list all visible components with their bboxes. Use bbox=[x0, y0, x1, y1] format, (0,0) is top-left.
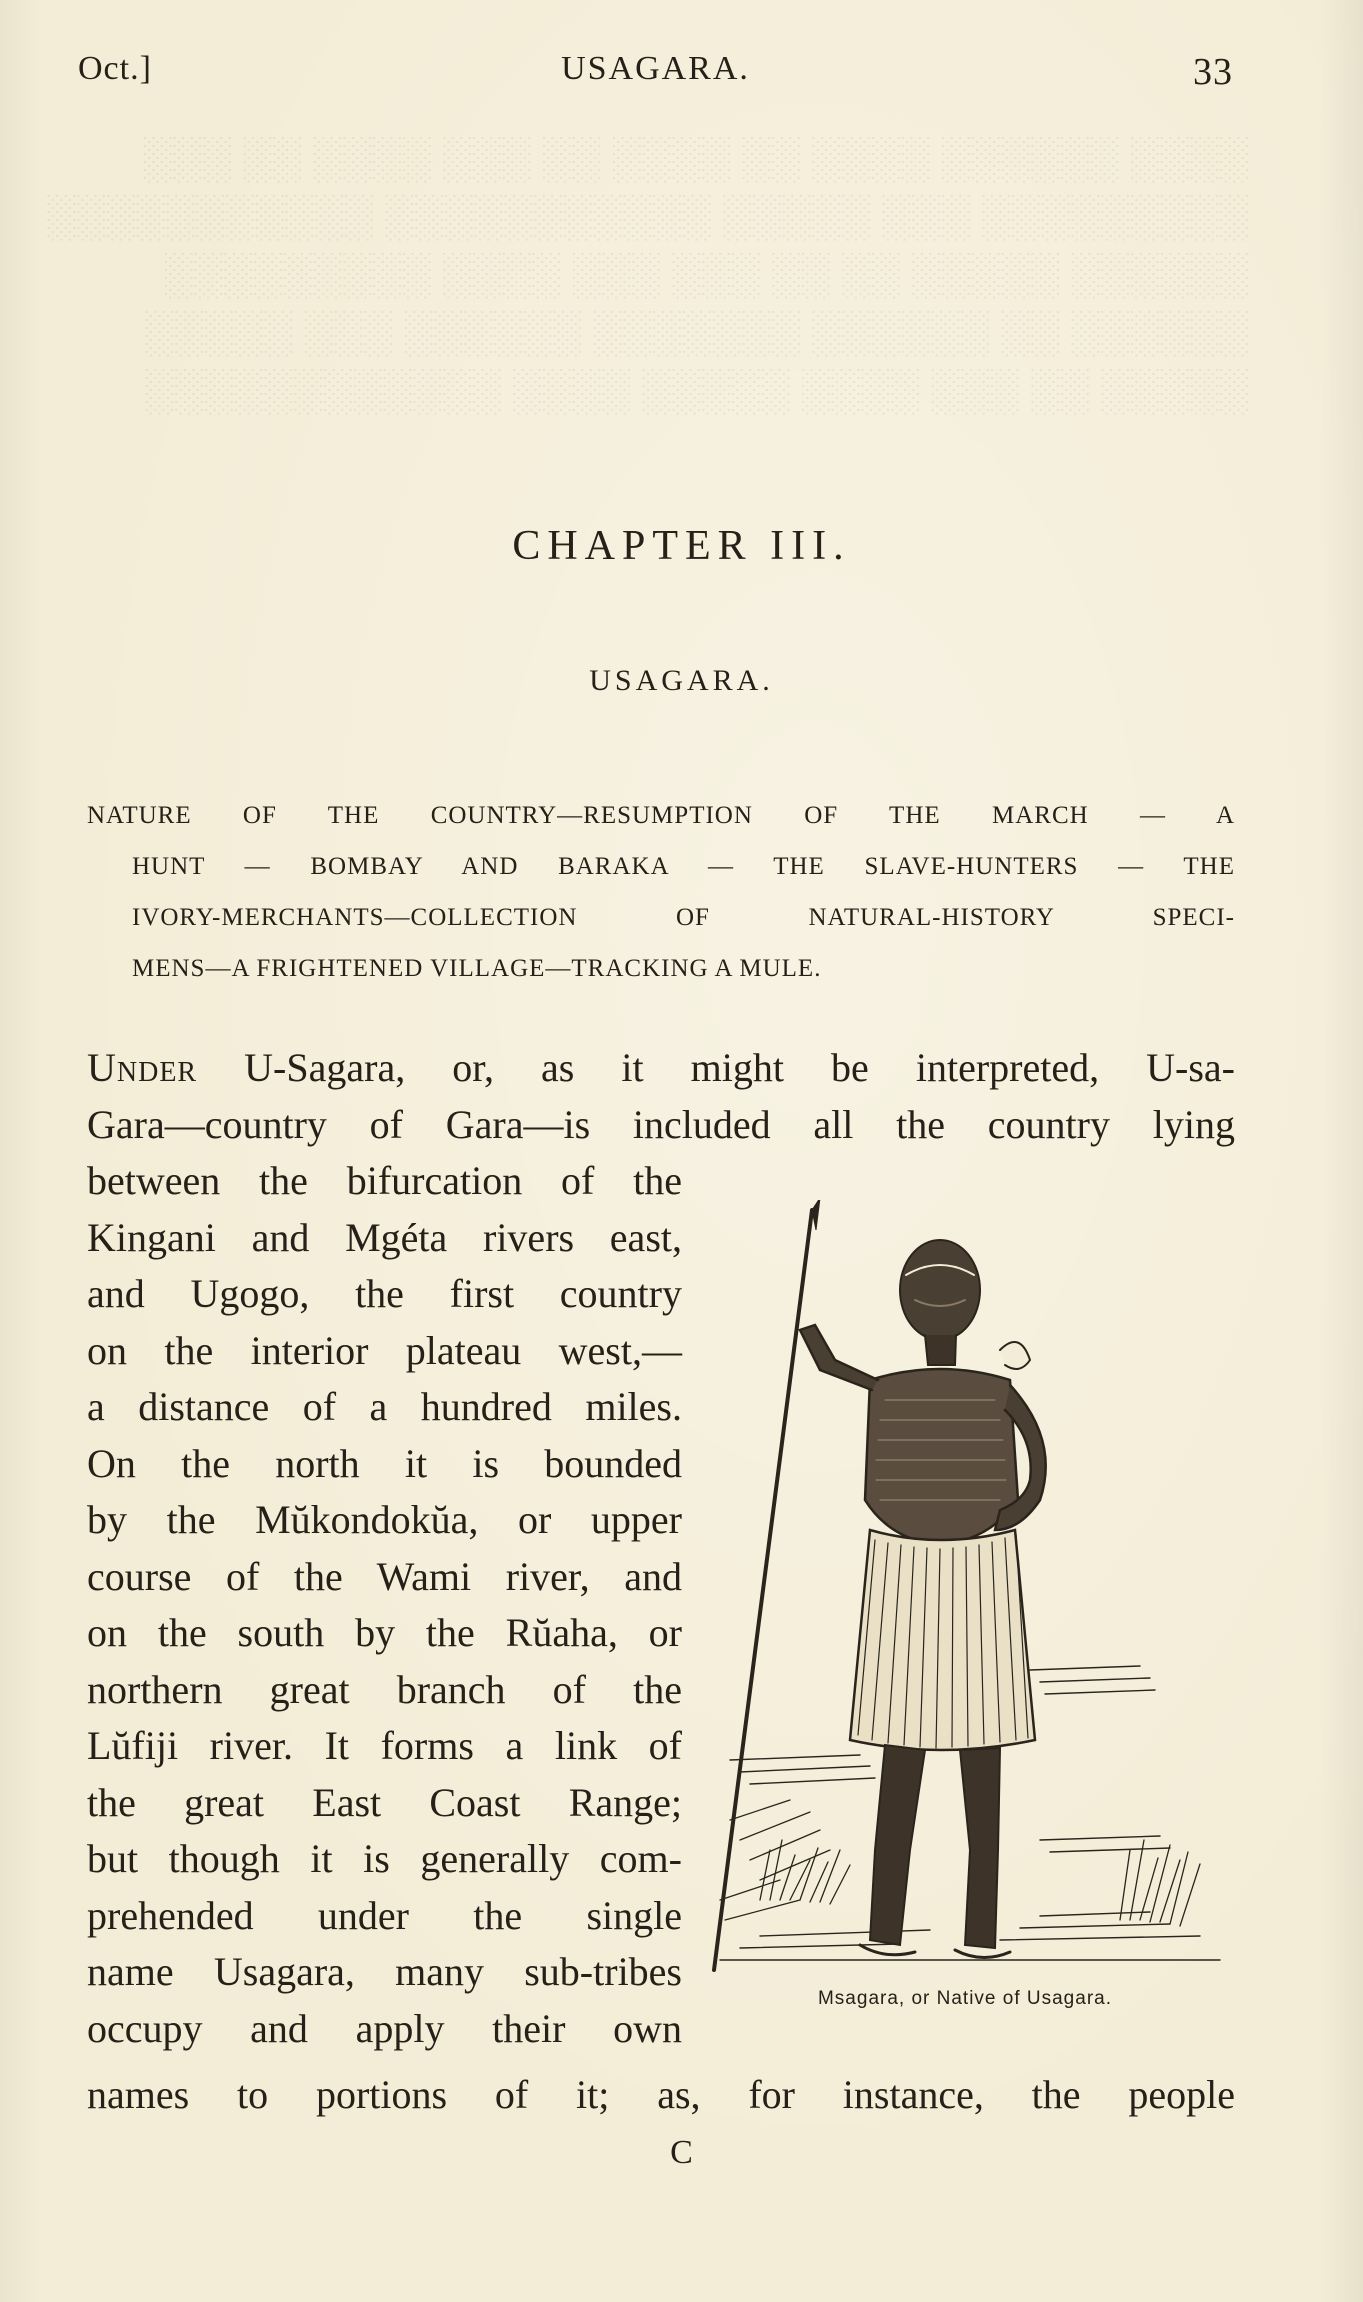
body-line: but though it is generally com- bbox=[87, 1836, 682, 1881]
show-through-texture: ░░░░ ░░░░░░ ░░░░ ░░ ░░░░ ░░ ░░░ ░░░░ ░░ ░░░ ░░░░░░░░░ ░░░ ░░░░░ ░░░░░░░░░░░ ░░░░░░░░░░░ ░░░░░░ ░░░░░ ░░ ░░ ░░░ ░░░ ░░░░ ░░░░░░░░░ ░░░░░░ ░░ ░░░░░░ ░░░░░░░ ░░░░░░ ░░░ ░░░░░ ░░░░░ ░░ ░░░ ░░░░ ░░░░░ ░░░░ ░░░░░░░░░░░░ bbox=[47, 136, 1250, 414]
body-line: name Usagara, many sub-tribes bbox=[87, 1949, 682, 1994]
figure-torso bbox=[865, 1369, 1018, 1545]
body-paragraph-top bbox=[87, 1040, 1235, 1153]
figure-skirt bbox=[850, 1530, 1035, 1750]
signature-mark: C bbox=[670, 2134, 693, 2171]
body-line: names to portions of it; as, for instance, the people bbox=[87, 2072, 1235, 2117]
body-line: northern great branch of the bbox=[87, 1666, 682, 1712]
grass-tufts bbox=[720, 1800, 1200, 1926]
running-head-title: USAGARA. bbox=[561, 50, 750, 87]
lead-word: Under bbox=[87, 1045, 198, 1090]
body-line: and Ugogo, the first country bbox=[87, 1271, 682, 1316]
running-head-month: Oct.] bbox=[78, 50, 152, 87]
page-number: 33 bbox=[1193, 51, 1233, 93]
summary-line: MENS—A FRIGHTENED VILLAGE—TRACKING A MULE. bbox=[132, 955, 822, 982]
body-line: a distance of a hundred miles. bbox=[87, 1384, 682, 1429]
body-line: Kingani and Mgéta rivers east, bbox=[87, 1214, 682, 1260]
chapter-title: CHAPTER III. bbox=[512, 523, 851, 569]
figure-caption: Msagara, or Native of Usagara. bbox=[817, 1988, 1112, 2009]
spear-head bbox=[812, 1200, 820, 1230]
body-line: by the Mŭkondokŭa, or upper bbox=[87, 1497, 682, 1542]
body-line bbox=[87, 1040, 1235, 1097]
body-paragraph-wrapped bbox=[87, 1153, 682, 2057]
chapter-subtitle: USAGARA. bbox=[589, 664, 774, 697]
native-engraving-illustration bbox=[700, 1200, 1240, 1980]
body-line: Lŭfiji river. It forms a link of bbox=[87, 1723, 682, 1768]
body-line: on the south by the Rŭaha, or bbox=[87, 1610, 682, 1655]
body-line-text: U-Sagara, or, as it might be interpreted, U-sa- bbox=[197, 1045, 1235, 1090]
body-line: on the interior plateau west,— bbox=[87, 1327, 682, 1373]
figure-legs bbox=[870, 1745, 925, 1945]
body-line: course of the Wami river, and bbox=[87, 1553, 682, 1599]
chapter-summary bbox=[87, 790, 1235, 994]
body-line: the great East Coast Range; bbox=[87, 1779, 682, 1825]
summary-line: HUNT — BOMBAY AND BARAKA — THE SLAVE-HUNTERS — THE bbox=[132, 853, 1235, 880]
figure-arm-raised bbox=[800, 1325, 878, 1390]
figure-head bbox=[900, 1240, 980, 1340]
spear-shaft bbox=[714, 1210, 812, 1970]
body-line: between the bifurcation of the bbox=[87, 1158, 682, 1203]
summary-line: NATURE OF THE COUNTRY—RESUMPTION OF THE MARCH — A bbox=[87, 802, 1235, 829]
body-line: prehended under the single bbox=[87, 1892, 682, 1938]
engraving-figure bbox=[700, 1200, 1240, 1980]
body-line: occupy and apply their own bbox=[87, 2005, 682, 2051]
body-line: Gara—country of Gara—is included all the country lying bbox=[87, 1101, 1235, 1147]
body-line: On the north it is bounded bbox=[87, 1440, 682, 1486]
body-paragraph-bottom bbox=[87, 2067, 1235, 2124]
summary-line: IVORY-MERCHANTS—COLLECTION OF NATURAL-HISTORY SPECI- bbox=[132, 904, 1235, 931]
running-head bbox=[78, 50, 1233, 100]
